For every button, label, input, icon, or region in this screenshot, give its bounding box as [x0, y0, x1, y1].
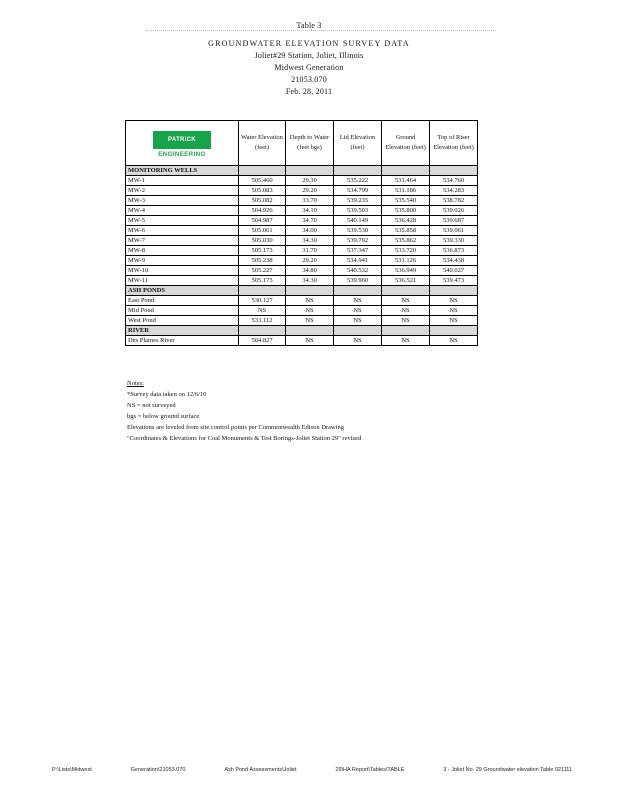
table-cell: 539.960	[334, 276, 382, 286]
table-cell: 505.460	[239, 176, 286, 186]
table-row	[126, 226, 478, 236]
table-cell: 505.173	[239, 276, 286, 286]
footer-path-part: P:\Lists\Midwest	[52, 767, 92, 773]
table-row	[126, 246, 478, 256]
station-line: Joliet#29 Station, Joliet, Illinois	[254, 51, 364, 60]
table-cell: 34.80	[286, 266, 334, 276]
file-path-footer	[52, 767, 572, 773]
table-row	[126, 196, 478, 206]
table-cell: 540.149	[334, 216, 382, 226]
table-cell: 531.464	[382, 176, 430, 186]
table-cell: 540.027	[430, 266, 478, 276]
table-cell: 535.858	[382, 226, 430, 236]
table-cell: NS	[430, 316, 478, 326]
section-title: ASH PONDS	[126, 286, 239, 296]
table-cell: 535.222	[334, 176, 382, 186]
table-cell: 539.330	[430, 236, 478, 246]
table-cell: 537.347	[334, 246, 382, 256]
groundwater-elevation-table	[125, 120, 478, 346]
table-row	[126, 186, 478, 196]
table-cell: 531.186	[382, 186, 430, 196]
table-cell: NS	[382, 336, 430, 346]
row-label: MW-4	[126, 206, 239, 216]
table-cell: 539.235	[334, 196, 382, 206]
row-label: MW-5	[126, 216, 239, 226]
report-date: Feb. 28, 2011	[285, 87, 333, 96]
table-cell: 34.00	[286, 226, 334, 236]
row-label: Mid Pond	[126, 306, 239, 316]
table-cell: 34.30	[286, 276, 334, 286]
table-cell: 33.70	[286, 196, 334, 206]
table-cell: 504.987	[239, 216, 286, 226]
table-cell: 505.083	[239, 186, 286, 196]
table-cell: NS	[286, 306, 334, 316]
table-cell: NS	[430, 296, 478, 306]
note-line: "Coordinates & Elevations for Coal Monuments & Test Borings-Joliet Station 29" revised	[127, 435, 362, 442]
table-row	[126, 236, 478, 246]
table-cell: 533.112	[239, 316, 286, 326]
table-row	[126, 316, 478, 326]
table-cell: 29.30	[286, 176, 334, 186]
logo-badge: PATRICK	[153, 131, 211, 149]
table-row	[126, 276, 478, 286]
table-cell: 533.720	[382, 246, 430, 256]
row-label: MW-2	[126, 186, 239, 196]
table-cell: 539.026	[430, 206, 478, 216]
row-label: West Pond	[126, 316, 239, 326]
table-cell: 505.173	[239, 246, 286, 256]
table-cell: 505.030	[239, 236, 286, 246]
table-cell: 534.799	[334, 186, 382, 196]
table-cell: 534.283	[430, 186, 478, 196]
table-header-row	[126, 121, 478, 166]
table-cell: NS	[382, 296, 430, 306]
footer-path-part: 29\HA Report\Tables\TABLE	[335, 767, 405, 773]
column-header-top-of-riser: Top of Riser Elevation (feet)	[430, 121, 478, 166]
table-cell: 539.792	[334, 236, 382, 246]
section-fill-cell	[382, 286, 430, 296]
section-title: MONITORING WELLS	[126, 166, 239, 176]
table-cell: 535.800	[382, 206, 430, 216]
table-row	[126, 296, 478, 306]
notes-block	[127, 378, 361, 444]
table-cell: NS	[382, 316, 430, 326]
footer-path-part: Generation\21053.070	[130, 767, 186, 773]
table-cell: NS	[286, 336, 334, 346]
section-fill-cell	[382, 166, 430, 176]
row-label: MW-11	[126, 276, 239, 286]
table-cell: 536.521	[382, 276, 430, 286]
footer-path-part: 3 - Joliet No. 29 Groundwater elevation Table 021111	[443, 767, 572, 773]
notes-heading: Notes:	[127, 380, 144, 387]
row-label: MW-3	[126, 196, 239, 206]
table-cell: 540.532	[334, 266, 382, 276]
table-row	[126, 176, 478, 186]
table-cell: 34.30	[286, 236, 334, 246]
section-fill-cell	[334, 166, 382, 176]
table-cell: NS	[239, 306, 286, 316]
table-row	[126, 336, 478, 346]
table-cell: 539.687	[430, 216, 478, 226]
table-cell: NS	[286, 296, 334, 306]
table-cell: 34.70	[286, 216, 334, 226]
row-label: MW-8	[126, 246, 239, 256]
table-cell: 539.503	[334, 206, 382, 216]
row-label: Des Plaines River	[126, 336, 239, 346]
table-cell: NS	[334, 336, 382, 346]
table-cell: 536.428	[382, 216, 430, 226]
note-line: NS = not surveyed	[127, 402, 176, 409]
table-cell: 31.70	[286, 246, 334, 256]
table-cell: NS	[286, 316, 334, 326]
table-cell: NS	[430, 336, 478, 346]
row-label: East Pond	[126, 296, 239, 306]
column-header-depth-to-water: Depth to Water (feet bgs)	[286, 121, 334, 166]
document-title: GROUNDWATER ELEVATION SURVEY DATA	[208, 39, 410, 48]
table-cell: 505.238	[239, 256, 286, 266]
table-cell: 539.473	[430, 276, 478, 286]
table-cell: 531.126	[382, 256, 430, 266]
table-body	[126, 166, 478, 346]
table-cell: 534.760	[430, 176, 478, 186]
row-label: MW-6	[126, 226, 239, 236]
table-cell: 34.10	[286, 206, 334, 216]
table-row	[126, 266, 478, 276]
table-row	[126, 206, 478, 216]
section-fill-cell	[382, 326, 430, 336]
column-header-lid-elevation: Lid Elevation (feet)	[334, 121, 382, 166]
footer-path-part: Ash Pond Assessments\Joliet	[224, 767, 297, 773]
table-cell: 504.827	[239, 336, 286, 346]
table-cell: 505.061	[239, 226, 286, 236]
section-fill-cell	[334, 326, 382, 336]
section-fill-cell	[239, 326, 286, 336]
table-cell: 505.082	[239, 196, 286, 206]
section-fill-cell	[430, 286, 478, 296]
table-cell: NS	[430, 306, 478, 316]
table-cell: 538.782	[430, 196, 478, 206]
section-fill-cell	[430, 326, 478, 336]
table-cell: 536.873	[430, 246, 478, 256]
note-line: bgs = below ground surface	[127, 413, 200, 420]
table-cell: 534.941	[334, 256, 382, 266]
table-cell: 539.061	[430, 226, 478, 236]
note-line: Elevations are leveled from site control points per Commonwealth Edison Drawing	[127, 424, 344, 431]
table-cell: NS	[334, 306, 382, 316]
table-row	[126, 216, 478, 226]
table-cell: 539.530	[334, 226, 382, 236]
column-header-ground-elevation: Ground Elevation (feet)	[382, 121, 430, 166]
table-cell: 29.20	[286, 186, 334, 196]
logo-subtitle: ENGINEERING	[158, 151, 206, 158]
table-cell: NS	[334, 316, 382, 326]
project-number: 21053.070	[291, 75, 327, 84]
row-label: MW-9	[126, 256, 239, 266]
section-header-row	[126, 286, 478, 296]
section-fill-cell	[430, 166, 478, 176]
column-header-water-elevation: Water Elevation (feet)	[239, 121, 286, 166]
section-fill-cell	[239, 286, 286, 296]
section-fill-cell	[286, 286, 334, 296]
section-fill-cell	[286, 326, 334, 336]
section-header-row	[126, 166, 478, 176]
note-line: *Survey data taken on 12/6/10	[127, 391, 207, 398]
section-header-row	[126, 326, 478, 336]
table-cell: 534.438	[430, 256, 478, 266]
company-line: Midwest Generation	[274, 63, 344, 72]
table-cell: NS	[334, 296, 382, 306]
section-title: RIVER	[126, 326, 239, 336]
row-label: MW-10	[126, 266, 239, 276]
table-cell: 535.862	[382, 236, 430, 246]
table-label: Table 3	[296, 21, 322, 30]
table-cell: 504.926	[239, 206, 286, 216]
table-cell: 505.227	[239, 266, 286, 276]
table-cell: 29.20	[286, 256, 334, 266]
table-cell: 530.127	[239, 296, 286, 306]
section-fill-cell	[334, 286, 382, 296]
row-label: MW-1	[126, 176, 239, 186]
section-fill-cell	[239, 166, 286, 176]
table-cell: 535.540	[382, 196, 430, 206]
section-fill-cell	[286, 166, 334, 176]
company-logo	[126, 121, 239, 166]
table-cell: NS	[382, 306, 430, 316]
table-cell: 536.949	[382, 266, 430, 276]
row-label: MW-7	[126, 236, 239, 246]
table-row	[126, 256, 478, 266]
table-row	[126, 306, 478, 316]
